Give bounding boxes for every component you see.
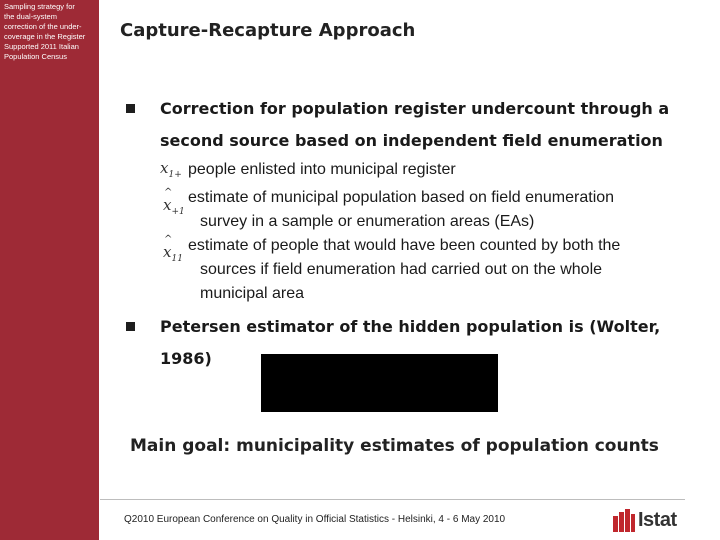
formula-image (261, 354, 498, 412)
definition-2 (188, 186, 688, 234)
bullet-1-line-2: second source based on independent field enumeration (160, 131, 663, 150)
istat-logo (612, 508, 692, 532)
symbol-x-1-plus (160, 159, 182, 180)
symbol-subscript: 11 (171, 254, 183, 264)
symbol-subscript: 1+ (168, 170, 182, 180)
definition-1 (188, 158, 688, 182)
definition-3-line-2: sources if field enumeration had carried out on the whole (200, 261, 603, 278)
footer-divider (100, 499, 685, 500)
bullet-2-line-1: Petersen estimator of the hidden population is (Wolter, (160, 317, 661, 336)
bullet-square-icon (126, 322, 135, 331)
symbol-letter: ^ x (163, 196, 171, 214)
symbol-letter: x (160, 159, 169, 177)
main-goal-text: Main goal: municipality estimates of population counts (130, 436, 659, 456)
sidebar-caption: Sampling strategy for the dual-system correction of the under- coverage in the Register Supported 2011 Italian Population Census (4, 2, 86, 61)
istat-logo-icon (612, 508, 636, 532)
definition-2-line-2: survey in a sample or enumeration areas (EAs) (200, 213, 535, 230)
bullet-1-text (160, 93, 700, 157)
definition-3 (188, 234, 688, 306)
definition-3-line-3: municipal area (200, 285, 305, 302)
symbol-letter: ^ x (163, 243, 171, 261)
bullet-square-icon (126, 104, 135, 113)
definition-1-line-1: people enlisted into municipal register (188, 161, 456, 178)
symbol-x-hat-11 (163, 243, 183, 264)
definition-2-line-1: estimate of municipal population based on field enumeration (188, 189, 615, 206)
symbol-subscript: +1 (171, 207, 185, 217)
bullet-2-line-2: 1986) (160, 349, 212, 368)
bullet-1-line-1: Correction for population register undercount through a (160, 99, 670, 118)
sidebar (0, 0, 99, 540)
footer-conference-text: Q2010 European Conference on Quality in Official Statistics - Helsinki, 4 - 6 May 2010 (124, 514, 506, 525)
symbol-x-hat-plus-1 (163, 196, 185, 217)
istat-logo-text: Istat (638, 509, 677, 531)
definition-3-line-1: estimate of people that would have been counted by both the (188, 237, 621, 254)
slide-title: Capture-Recapture Approach (120, 20, 416, 41)
